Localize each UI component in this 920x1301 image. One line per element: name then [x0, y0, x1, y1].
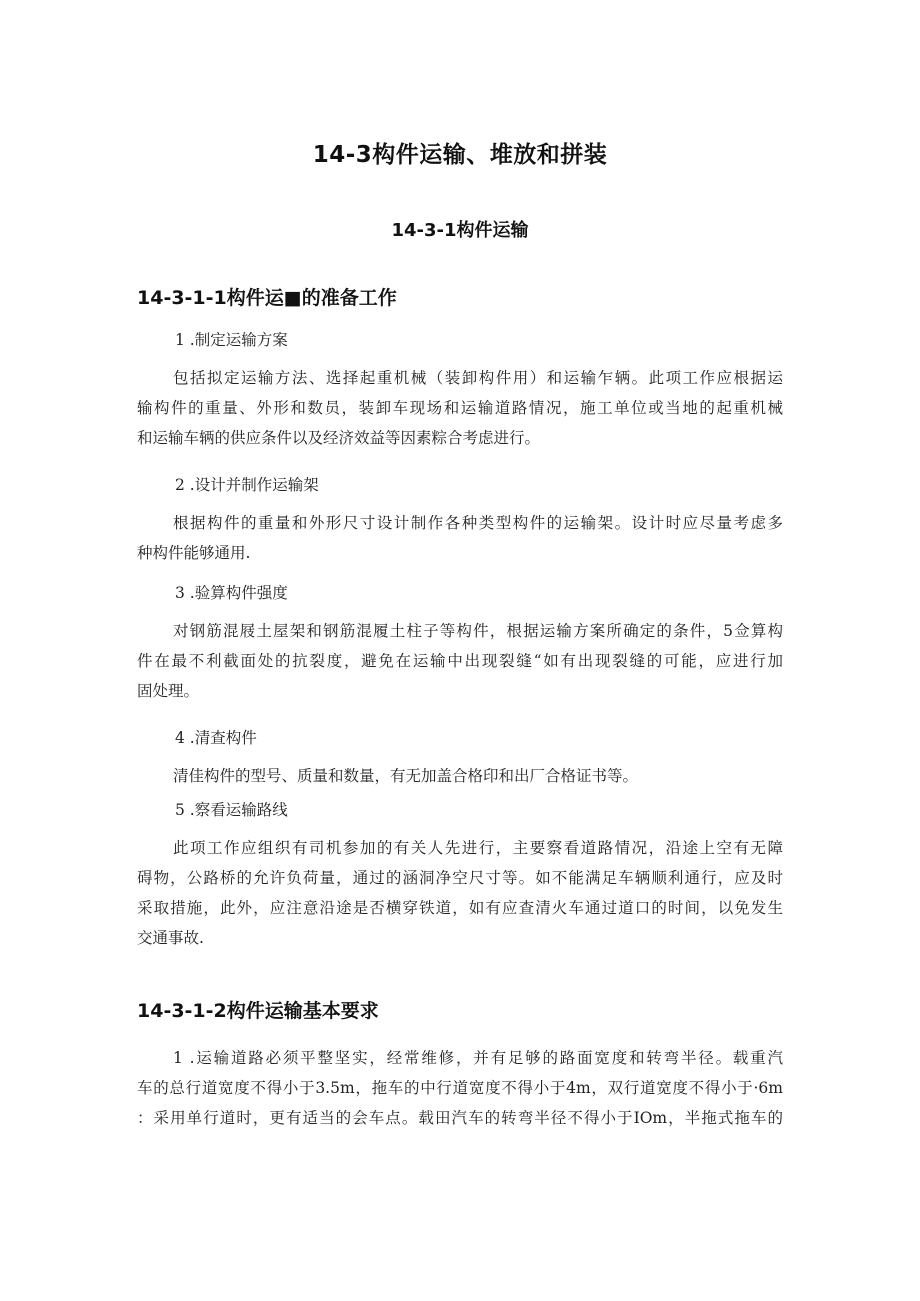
paragraph-line: 固处理。: [137, 682, 200, 700]
paragraph-line: ：采用单行道时，更有适当的会车点。载田汽车的转弯半径不得小于IOm，半拖式拖车的: [137, 1109, 783, 1127]
paragraph: [137, 508, 783, 568]
paragraph-line: 清佳构件的型号、质量和数量，有无加盖合格印和出厂合格证书等。: [173, 767, 639, 785]
paragraph-line: 采取措施，此外，应注意沿途是否横穿铁道，如有应查清火车通过道口的时间，以免发生: [137, 899, 783, 917]
page-title: 14-3构件运输、堆放和拼装: [312, 142, 608, 168]
item-heading: 2 .设计并制作运输架: [175, 476, 319, 494]
item-heading: 4 .清查构件: [175, 729, 257, 747]
paragraph-line: 包括拟定运输方法、选择起重机械（装卸构件用）和运输乍辆。此项工作应根据运: [173, 369, 783, 387]
paragraph-line: 种构件能够通用.: [137, 544, 251, 562]
item-heading: 5 .察看运输路线: [175, 801, 288, 819]
paragraph-line: 此项工作应组织有司机参加的有关人先进行，主要察看道路情况，沿途上空有无障: [173, 839, 783, 857]
subsection-heading: 14-3-1-1构件运■的准备工作: [137, 287, 397, 309]
paragraph-line: 输构件的重量、外形和数员，装卸车现场和运输道路情况，施工单位或当地的起重机械: [137, 399, 783, 417]
paragraph-line: 交通事故.: [137, 929, 204, 947]
subsection-heading: 14-3-1-2构件运输基本要求: [137, 1000, 379, 1022]
item-heading: 1 .制定运输方案: [175, 331, 288, 349]
paragraph-line: 对钢筋混屐土屋架和钢筋混履土柱子等构件，根据运输方案所确定的条件，5佥算构: [173, 622, 783, 640]
paragraph-line: 碍物，公路桥的允许负荷量，通过的涵洞净空尺寸等。如不能满足车辆顺利通行，应及时: [137, 869, 783, 887]
paragraph-line: 1 .运输道路必须平整坚实，经常维修，并有足够的路面宽度和转弯半径。载重汽: [173, 1049, 783, 1067]
paragraph-line: 车的总行道宽度不得小于3.5m，拖车的中行道宽度不得小于4m，双行道宽度不得小于·6m: [137, 1079, 783, 1097]
section-title: 14-3-1构件运输: [391, 220, 529, 241]
paragraph: [137, 1043, 783, 1133]
item-heading: 3 .验算构件强度: [175, 584, 288, 602]
paragraph: [137, 761, 783, 791]
paragraph-line: 件在最不利截面处的抗裂度，避免在运输中出现裂缝“如有出现裂缝的可能，应进行加: [137, 652, 783, 670]
paragraph: [137, 833, 783, 953]
paragraph-line: 根据构件的重量和外形尺寸设计制作各种类型构件的运输架。设计时应尽量考虑多: [173, 514, 783, 532]
paragraph-line: 和运输车辆的供应条件以及经济效益等因素粽合考虑进行。: [137, 429, 541, 447]
paragraph: [137, 363, 783, 453]
paragraph: [137, 616, 783, 706]
